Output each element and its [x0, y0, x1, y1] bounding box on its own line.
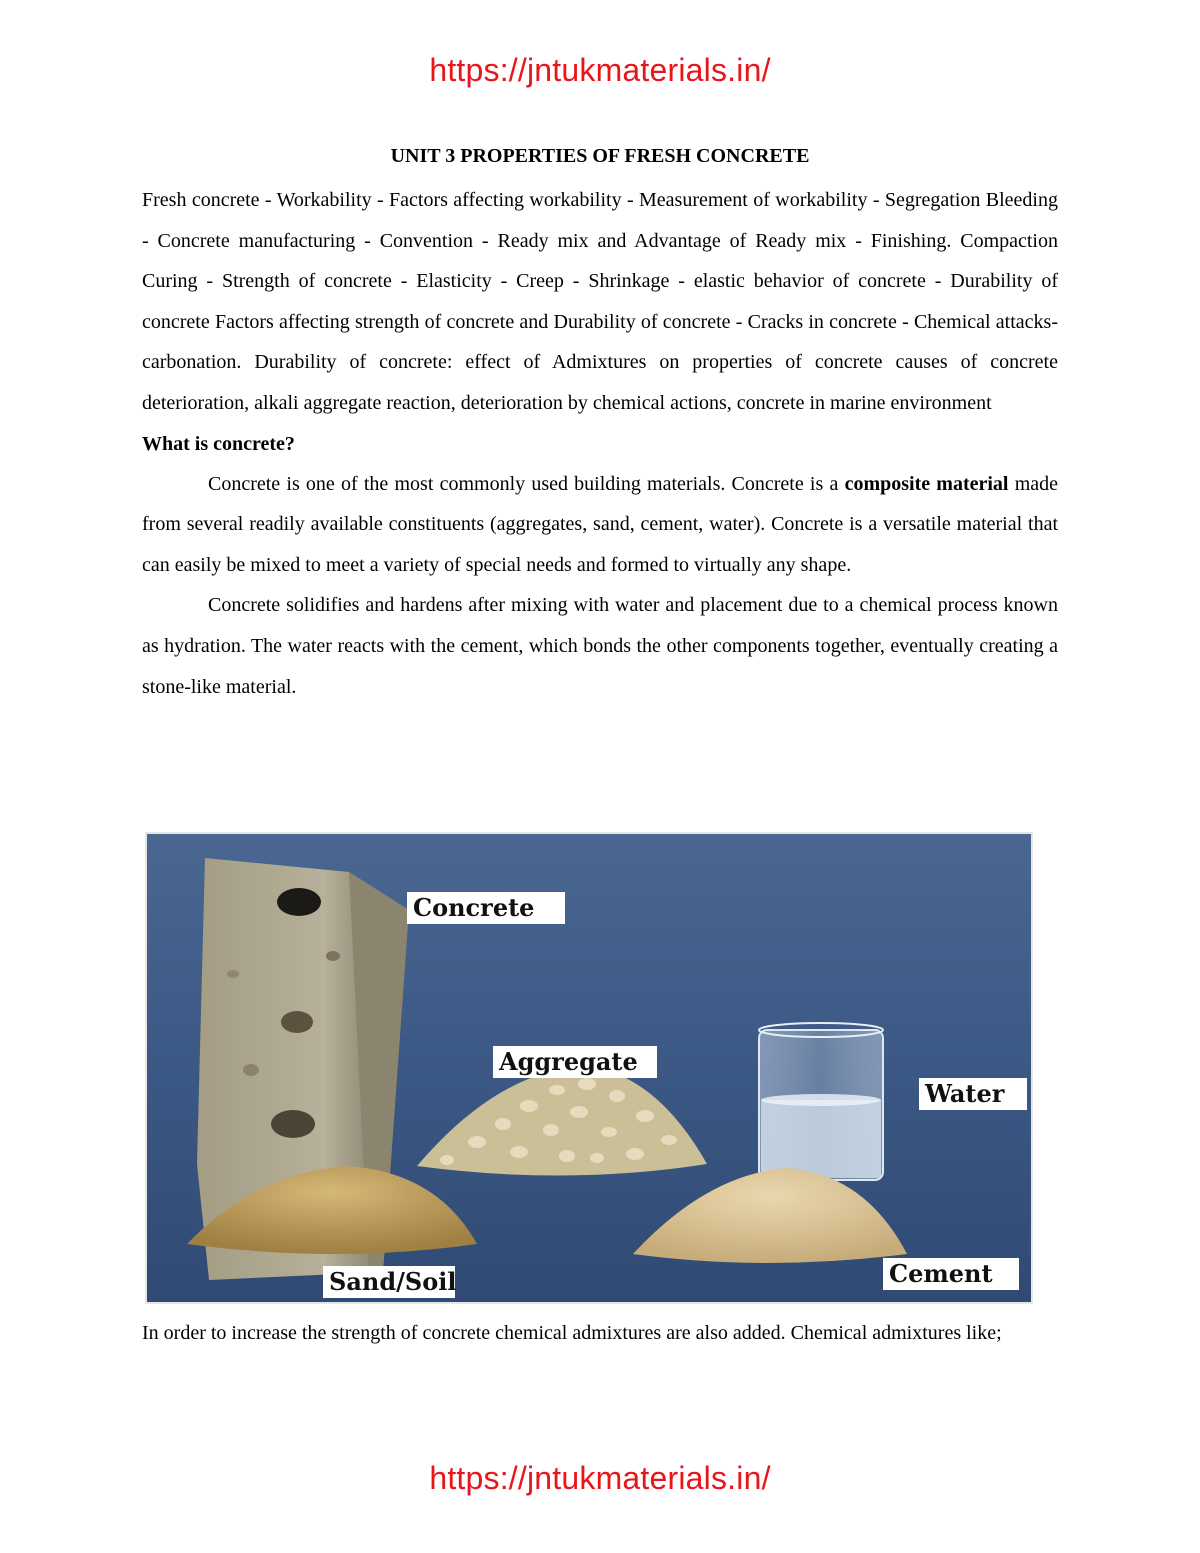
label-water: Water [919, 1078, 1027, 1110]
label-sand-soil: Sand/Soil [323, 1266, 455, 1298]
para1-bold-term: composite material [844, 472, 1009, 495]
unit-title: UNIT 3 PROPERTIES OF FRESH CONCRETE [390, 145, 810, 167]
footer-url-link[interactable]: https://jntukmaterials.in/ [429, 1460, 771, 1496]
section-heading: What is concrete? [142, 432, 295, 455]
water-beaker [759, 1023, 883, 1180]
concrete-constituents-image [145, 832, 1033, 1304]
document-body [142, 142, 1058, 707]
concrete-definition-paragraph [142, 464, 1058, 586]
admixtures-paragraph: In order to increase the strength of concrete chemical admixtures are also added. Chemical admixtures like; [142, 1322, 1002, 1344]
para1-text-end: made from several readily available constituents (aggregates, sand, cement, water). Concrete is a versatile material that can easily be mixed to meet a variety of special needs and formed to virtually any shape. [142, 472, 1059, 576]
hydration-paragraph: Concrete solidifies and hardens after mixing with water and placement due to a chemical process known as hydration. The water reacts with the cement, which bonds the other components together, eventually creating a stone-like material. [142, 594, 1058, 698]
header-url-link[interactable]: https://jntukmaterials.in/ [429, 52, 771, 88]
syllabus-paragraph: Fresh concrete - Workability - Factors affecting workability - Measurement of workability - Segregation Bleeding - Concrete manufacturing - Convention - Ready mix and Advantage of Ready mix - Finishing. Compaction Curing - Strength of concrete - Elasticity - Creep - Shrinkage - elastic behavior of concrete - Durability of concrete Factors affecting strength of concrete and Durability of concrete - Cracks in concrete - Chemical attacks-carbonation. Durability of concrete: effect of Admixtures on properties of concrete causes of concrete deterioration, alkali aggregate reaction, deterioration by chemical actions, concrete in marine environment [142, 189, 1058, 414]
label-cement: Cement [883, 1258, 1019, 1290]
label-concrete: Concrete [407, 892, 565, 924]
admixtures-section [142, 1313, 1058, 1354]
para1-text-start: Concrete is one of the most commonly used building materials. Concrete is a [208, 472, 845, 495]
label-aggregate: Aggregate [493, 1046, 657, 1078]
